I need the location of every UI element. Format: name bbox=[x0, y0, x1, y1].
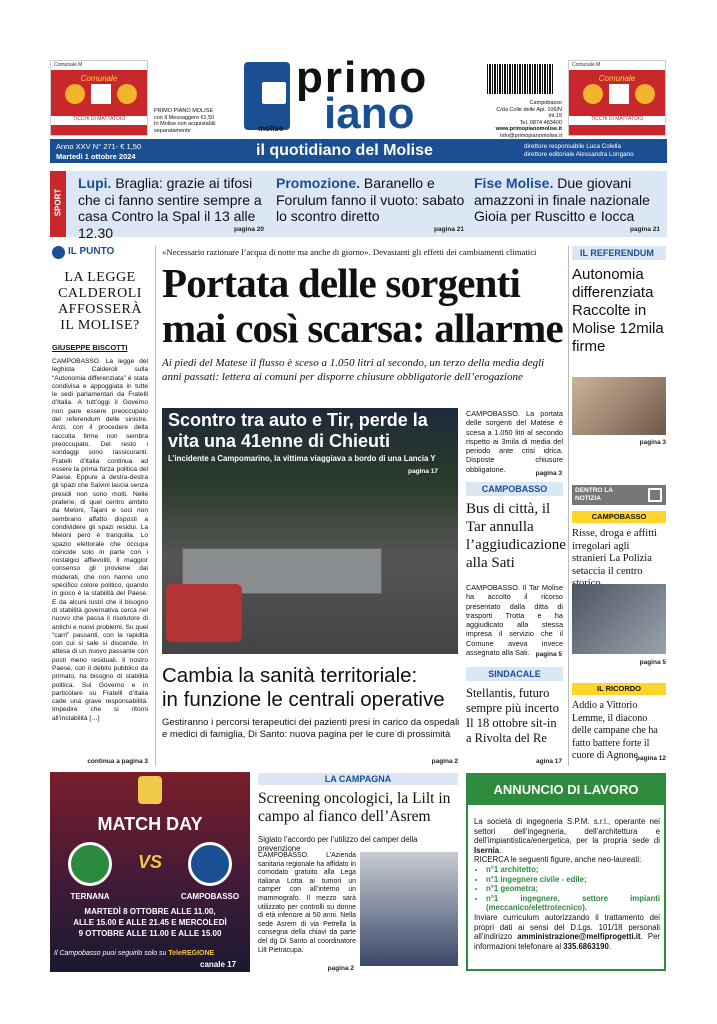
lead-kicker: «Necessario razionare l’acqua di notte ma anche di giorno». Devastanti gli effetti dei cambiamenti climatici bbox=[162, 247, 537, 257]
page-ref: pagina 20 bbox=[234, 226, 264, 233]
mascot-icon bbox=[117, 84, 137, 104]
team-home: TERNANA bbox=[70, 892, 110, 901]
crash-subtitle: L’incidente a Campomarino, la vittima viaggiava a bordo di una Lancia Y bbox=[168, 454, 436, 463]
lead-title: Portata delle sorgenti mai così scarsa: allarme bbox=[162, 260, 563, 351]
serie-c-logo-icon bbox=[138, 776, 162, 804]
section-label: IL REFERENDUM bbox=[572, 246, 666, 260]
logo-bottom: iano bbox=[324, 89, 415, 138]
ad-brand: Comunale bbox=[598, 74, 636, 83]
news-logo-icon bbox=[648, 488, 662, 502]
section-label: LA CAMPAGNA bbox=[258, 773, 458, 785]
masthead-right-note: Campobasso C/da Colle delle Api, 106/N int.19 Tel. 0874 483400 www.primopianomolise.it info@primopianomolise.it bbox=[495, 100, 562, 139]
section-label: SINDACALE bbox=[466, 667, 563, 681]
tagline: il quotidiano del Molise bbox=[256, 142, 433, 159]
sport-text: Baranello e Forulum fanno il vuoto: sabato lo scontro diretto bbox=[276, 175, 465, 224]
campobasso-crest-icon bbox=[188, 842, 232, 886]
dentro-label: DENTRO LA NOTIZIA bbox=[575, 487, 613, 502]
page-ref: pagina 3 bbox=[535, 470, 562, 477]
crash-photo[interactable] bbox=[162, 408, 458, 654]
page-ref: pagina 17 bbox=[408, 468, 438, 475]
tar-body: CAMPOBASSO. Il Tar Molise ha accolto il ricorso presentato dalla ditta di trasporti Trotta e ha aggiudicato alla stessa impresa il servizio che il Comune aveva invece assegnato alla Sati. bbox=[466, 583, 563, 658]
sport-item[interactable] bbox=[474, 175, 664, 225]
job-title: ANNUNCIO DI LAVORO bbox=[468, 775, 664, 805]
matchday-footer: Il Campobasso puoi seguirlo solo su TeleREGIONE bbox=[54, 950, 215, 957]
matchday-schedule: MARTEDÌ 8 OTTOBRE ALLE 11.00, ALLE 15.00 E ALLE 21.45 E MERCOLEDÌ 9 OTTOBRE ALLE 11.00 E ALLE 15.00 bbox=[73, 907, 227, 938]
barcode-icon bbox=[487, 64, 553, 94]
page-ref: pagina 21 bbox=[434, 226, 464, 233]
mascot-icon bbox=[635, 84, 655, 104]
masthead-logo bbox=[240, 53, 475, 138]
page-ref: pagina 12 bbox=[636, 755, 666, 762]
masthead-bar bbox=[50, 139, 667, 163]
section-label: CAMPOBASSO bbox=[466, 482, 563, 496]
job-ad[interactable] bbox=[466, 773, 666, 971]
directors: direttore responsabile Luca Colella direttore editoriale Alessandra Longano bbox=[524, 143, 634, 158]
stellantis-title[interactable]: Stellantis, futuro sempre più incerto Il 18 ottobre sit-in a Rivolta del Re bbox=[466, 686, 560, 745]
sport-text: Due giovani amazzoni in finale nazionale Gioia per Ruscitto e Iocca bbox=[474, 175, 650, 224]
tar-title[interactable]: Bus di città, il Tar annulla l’aggiudicazione alla Sati bbox=[466, 501, 566, 571]
screening-body: CAMPOBASSO. L’Azienda sanitaria regionale ha affidato in comodato gratuito alla Lega italiana Lotta ai tumori un camper con all’interno un mammografo. Il mezzo sarà utilizzato per controlli su donne di età inferiore ai 50 anni. Nella sede Asrem di via Petrella la consegna della chiavi da parte del dg Di Santo al coordinatore Lilt Pietracupa. bbox=[258, 852, 356, 954]
ad-top: Comunale.M bbox=[51, 61, 147, 70]
column-divider bbox=[568, 246, 569, 766]
matchday-canale: canale 17 bbox=[200, 960, 237, 969]
screening-title[interactable]: Screening oncologici, la Lilt in campo al fianco dell’Asrem bbox=[258, 790, 451, 825]
crash-title: Scontro tra auto e Tir, perde la vita una 41enne di Chieuti bbox=[168, 410, 428, 451]
screening-subtitle: Siglato l’accordo per l’utilizzo del camper della prevenzione bbox=[258, 835, 418, 853]
masthead-left-note: PRIMO PIANO MOLISE con Il Messaggero €1,50 In Molise non acquistabili separatamente bbox=[154, 108, 216, 134]
sport-keyword: Promozione. bbox=[276, 175, 361, 191]
referendum-title[interactable]: Autonomia differenziata Raccolte in Molise 12mila firme bbox=[572, 266, 664, 355]
job-text: La società di ingegneria S.P.M. s.r.l., operante nei settori dell’ingegneria, dell’architettura e dell’impiantistica/energetica, per la propria sede di Isernia. RICERCA le seguenti figure, anche neo-laureati: • n°1 architetto; • n°1 ingegnere civile - edile; • n°1 geometra; • n°1 ingegnere, settore impianti (meccanico/elettrotecnico). Inviare curriculum autorizzando il trattamento dei propri dati ai sensi del D.Lgs. 101/18 personali all’indirizzo amministrazione@melfiprogetti.it. Per informazioni telefonare al 335.6863190. bbox=[474, 817, 660, 951]
page-ref: pagina 5 bbox=[639, 659, 666, 666]
ternana-crest-icon bbox=[68, 842, 112, 886]
ricordo-title[interactable]: Addio a Vittorio Lemme, il diacono delle campane che ha fatto battere forte il cuore di Agnone bbox=[572, 700, 658, 761]
page-ref: agina 17 bbox=[535, 758, 562, 765]
matchday-ad[interactable] bbox=[50, 772, 250, 972]
dentro-title[interactable]: Risse, droga e affitti irregolari agli stranieri La Polizia setaccia il centro bbox=[572, 528, 657, 577]
ad-top: Comunale.M bbox=[569, 61, 665, 70]
qr-code-icon bbox=[91, 84, 111, 104]
dentro-photo bbox=[572, 584, 666, 654]
issue-date: Martedì 1 ottobre 2024 bbox=[56, 152, 136, 161]
sport-keyword: Lupi. bbox=[78, 175, 112, 191]
page-ref: pagina 2 bbox=[431, 758, 458, 765]
sport-keyword: Fise Molise. bbox=[474, 175, 554, 191]
issue-number: Anno XXV N° 271- € 1,50 bbox=[56, 142, 142, 151]
punto-label: IL PUNTO bbox=[68, 246, 115, 257]
page-ref: pagina 21 bbox=[630, 226, 660, 233]
logo-top: primo bbox=[296, 53, 429, 102]
lead-body: CAMPOBASSO. La portata delle sorgenti del Matese è scesa a 1.050 litri al secondo rispetto ai 3mila di media del periodo ante crisi idrica. Disposte chiusure obbligatorie. bbox=[466, 409, 563, 474]
ricordo-section: IL RICORDO bbox=[572, 683, 666, 695]
vs-label: VS bbox=[137, 852, 162, 872]
screening-photo bbox=[360, 852, 458, 966]
punto-text: CAMPOBASSO. La legge del leghista Calderoli sulla “Autonomia differenziata” è stata condivisa e appoggiata in tutte le sedi parlamentari da Fratelli d’Italia. A tutt’oggi il Governo non pare essere preoccupato del referendum delle sinistre. Anzi, con il procedere della raccolta firme non sembra preoccupato. Del resto i sondaggi sono rassicuranti. Fratelli d’Italia continua ad essere la prima forza politica del Paese. Eppure a destra-destra gli spazi che Salvini lascia senza presidi non sono molti. Nelle praterie, di quel centro ambito da Meloni, Tajani e soci non sembrano affatto disposti a condividere gli spazi residui. La Meloni però è tranquilla. Lo spazio elettorale che occupa coincide solo in parte con i nostalgici affievoliti. Il maggior consenso gli proviene dai moderati, che non hanno uno specifico colore politico, quando in gioco è la stabilità del Paese. E da alcuni lustri che il bisogno di stabilità governativa cerca nel nuovo che passa il risolutore di antichi e nuovi problemi. Su quei “carri” passanti, con la rapidità con cui si sale si discende. In attesa di un nuovo passante con posti meno residuali. Il nostro Paese, con il debito pubblico da primato, ha bisogno di stabilità politica. Sul Governo e in particolare su Fratelli d’Italia cade una grave responsabilità. Impedire che si ritorni all’instabilità […] bbox=[52, 358, 148, 722]
punto-continue[interactable]: continua a pagina 3 bbox=[87, 758, 148, 765]
lead-subtitle: Ai piedi del Matese il flusso è sceso a 1.050 litri al secondo, un terzo della media degli anni passati: lettera ai comuni per disporre chiusure obbligatorie dell’erogazione bbox=[162, 357, 545, 383]
page-ref: pagina 5 bbox=[535, 651, 562, 658]
sport-item[interactable] bbox=[276, 175, 468, 225]
punto-author: GIUSEPPE BISCOTTI bbox=[52, 343, 128, 352]
punto-logo-icon bbox=[52, 246, 65, 259]
ad-right[interactable] bbox=[568, 60, 666, 136]
sport-text: Braglia: grazie ai tifosi che ci fanno sentire sempre a casa Contro la Spal il 13 alle 12.30 bbox=[78, 175, 262, 241]
referendum-photo bbox=[572, 377, 666, 435]
ad-left[interactable] bbox=[50, 60, 148, 136]
qr-code-icon bbox=[609, 84, 629, 104]
page-ref: pagina 2 bbox=[327, 965, 354, 972]
sanita-subtitle: Gestiranno i percorsi terapeutici dei pazienti presi in carico da ospedali e medici di famiglia, Di Santo: nuova pagina per le cure di prossimità bbox=[162, 717, 460, 740]
column-divider bbox=[155, 246, 156, 766]
ad-label: TICCHI DI MATTATOIO bbox=[569, 116, 665, 125]
logo-small: molise bbox=[258, 124, 284, 133]
matchday-title: MATCH DAY bbox=[97, 814, 203, 834]
mascot-icon bbox=[583, 84, 603, 104]
sport-tag-label: SPORT bbox=[53, 188, 63, 217]
punto-title: LA LEGGE CALDEROLI AFFOSSERÀ IL MOLISE? bbox=[58, 270, 142, 333]
sanita-title[interactable]: Cambia la sanità territoriale: in funzione le centrali operative bbox=[162, 664, 445, 711]
dentro-section: CAMPOBASSO bbox=[572, 511, 666, 523]
page-ref: pagina 3 bbox=[639, 439, 666, 446]
ad-brand: Comunale bbox=[80, 74, 118, 83]
team-away: CAMPOBASSO bbox=[180, 892, 240, 901]
ad-label: TICCHI DI MATTATOIO bbox=[51, 116, 147, 125]
mascot-icon bbox=[65, 84, 85, 104]
